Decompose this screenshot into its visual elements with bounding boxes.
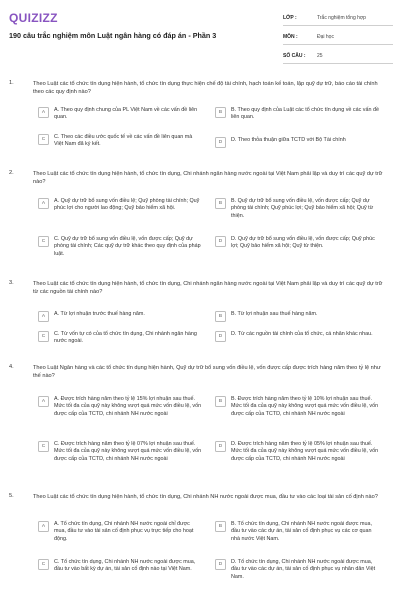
option-text: C. Quỹ dự trữ bổ sung vốn điều lệ, vốn được cấp; Quỹ dự phòng tài chính; Các quỹ dự trữ khác theo quy định của pháp luật.: [54, 236, 201, 257]
option-text: C. Theo các điều ước quốc tế về các vấn đề liên quan mà Việt Nam đã ký kết.: [54, 134, 193, 148]
option-letter-box: C: [38, 559, 49, 570]
option-letter-box: A: [38, 396, 49, 407]
option-letter-box: C: [38, 236, 49, 247]
option-letter-box: B: [215, 521, 226, 532]
meta-table: [283, 12, 393, 69]
quizizz-logo: QUIZIZZ: [9, 11, 58, 25]
question-text: Theo Luật Ngân hàng và các tổ chức tín dụng hiện hành, Quỹ dự trữ bổ sung vốn điều lệ, vốn được cấp được trích hàng năm theo tỷ lệ như thế nào?: [33, 365, 381, 379]
option-letter-box: C: [38, 331, 49, 342]
option-text: B. Theo quy định của Luật các tổ chức tín dụng về các vấn đề liên quan.: [231, 107, 379, 121]
option-text: B. Từ lợi nhuận sau thuế hàng năm.: [231, 311, 318, 317]
meta-label: MÔN :: [283, 34, 298, 40]
option-letter-box: B: [215, 107, 226, 118]
option-text: A. Quỹ dự trữ bổ sung vốn điều lệ; Quỹ phòng tài chính; Quỹ phúc lợi cho người lao động; Quỹ bảo hiểm xã hội.: [54, 198, 200, 212]
question-text: Theo Luật các tổ chức tín dụng hiện hành, tổ chức tín dụng thực hiện chế độ tài chính, hạch toán kế toán, lập quỹ dự trữ, báo cáo tài chính theo các quy định nào?: [33, 81, 378, 95]
option-letter-box: A: [38, 521, 49, 532]
question-number: 5.: [9, 493, 14, 499]
question-text: Theo Luật các tổ chức tín dụng hiện hành, tổ chức tín dụng, Chi nhánh NH nước ngoài được mua, đầu tư vào các loại tài sản cố định nào?: [33, 494, 378, 500]
option-text: A. Từ lợi nhuận trước thuế hàng năm.: [54, 311, 145, 317]
option-letter-box: A: [38, 107, 49, 118]
document-title: 190 câu trắc nghiệm môn Luật ngân hàng có đáp án - Phần 3: [9, 31, 217, 40]
option-letter-box: D: [215, 236, 226, 247]
option-letter-box: B: [215, 396, 226, 407]
meta-value: Trắc nghiệm tổng hợp: [317, 15, 366, 21]
option-text: B. Được trích hàng năm theo tỷ lệ 10% lợi nhuận sau thuế. Mức tối đa của quỹ này không vượt quá mức vốn điều lệ, vốn được cấp của TCTD, chi nhánh NH nước ngoài: [231, 396, 379, 417]
question-text: Theo Luật các tổ chức tín dụng hiện hành, tổ chức tín dụng, Chi nhánh ngân hàng nước ngoài tại Việt Nam phải lập và duy trì các quỹ dự trữ nào?: [33, 171, 383, 185]
option-letter-box: D: [215, 441, 226, 452]
option-text: C. Từ vốn tự có của tổ chức tín dụng, Chi nhánh ngân hàng nước ngoài.: [54, 331, 197, 345]
option-text: A. Tổ chức tín dụng, Chi nhánh NH nước ngoài chỉ được mua, đầu tư vào tài sản cố định phục vụ trực tiếp cho hoạt động.: [54, 521, 194, 542]
question-text: Theo Luật các tổ chức tín dụng hiện hành, tổ chức tín dụng, Chi nhánh ngân hàng nước ngoài tại Việt Nam phải lập và duy trì các quỹ dự trữ từ các nguồn tài chính nào?: [33, 281, 383, 295]
option-letter-box: D: [215, 137, 226, 148]
option-letter-box: A: [38, 198, 49, 209]
option-text: D. Từ các nguồn tài chính của tổ chức, cá nhân khác nhau.: [231, 331, 373, 337]
option-text: D. Quỹ dự trữ bổ sung vốn điều lệ, vốn được cấp; Quỹ phúc lợi; Quỹ bảo hiểm xã hội; Quỹ từ thiện.: [231, 236, 375, 250]
meta-row-question-count: [283, 50, 393, 64]
document-header: [0, 0, 400, 66]
option-letter-box: A: [38, 311, 49, 322]
option-text: C. Tổ chức tín dụng, Chi nhánh NH nước ngoài được mua, đầu tư vào bất kỳ dự án, tài sản cố định nào tại Việt Nam.: [54, 559, 196, 573]
meta-value: 25: [317, 53, 323, 59]
option-text: B. Tổ chức tín dụng, Chi nhánh NH nước ngoài được mua, đầu tư vào các dự án, tài sản cố định phục vụ các cơ quan nhà nước Việt Nam.: [231, 521, 372, 542]
option-letter-box: D: [215, 331, 226, 342]
option-letter-box: D: [215, 559, 226, 570]
option-letter-box: C: [38, 134, 49, 145]
option-text: D. Được trích hàng năm theo tỷ lệ 05% lợi nhuận sau thuế. Mức tối đa của quỹ này không vượt quá mức vốn điều lệ, vốn được cấp của TCTD, chi nhánh NH nước ngoài: [231, 441, 379, 462]
option-text: D. Theo thỏa thuận giữa TCTD với Bộ Tài chính: [231, 137, 346, 143]
option-letter-box: B: [215, 198, 226, 209]
meta-value: Đại học: [317, 34, 334, 40]
question-number: 3.: [9, 280, 14, 286]
meta-row-subject: [283, 31, 393, 45]
option-letter-box: C: [38, 441, 49, 452]
question-number: 4.: [9, 364, 14, 370]
option-text: B. Quỹ dự trữ bổ sung vốn điều lệ, vốn được cấp; Quỹ dự phòng tài chính; Quỹ phúc lợi; Quỹ bảo hiểm xã hội; Quỹ từ thiện.: [231, 198, 374, 219]
option-text: C. Được trích hàng năm theo tỷ lệ 07% lợi nhuận sau thuế. Mức tối đa của quỹ này không vượt quá mức vốn điều lệ, vốn được cấp của TCTD, chi nhánh NH nước ngoài: [54, 441, 202, 462]
option-text: A. Theo quy định chung của PL Việt Nam về các vấn đề liên quan.: [54, 107, 198, 121]
meta-label: LỚP :: [283, 15, 297, 21]
meta-row-class: [283, 12, 393, 26]
option-letter-box: B: [215, 311, 226, 322]
question-number: 2.: [9, 170, 14, 176]
question-number: 1.: [9, 80, 14, 86]
option-text: D. Tổ chức tín dụng, Chi nhánh NH nước ngoài được mua, đầu tư vào các dự án, tài sản cố định phục vụ nhân dân Việt Nam.: [231, 559, 376, 580]
meta-label: SỐ CÂU :: [283, 53, 306, 59]
option-text: A. Được trích hàng năm theo tỷ lệ 15% lợi nhuận sau thuế. Mức tối đa của quỹ này không vượt quá mức vốn điều lệ, vốn được cấp của TCTD, chi nhánh NH nước ngoài: [54, 396, 202, 417]
